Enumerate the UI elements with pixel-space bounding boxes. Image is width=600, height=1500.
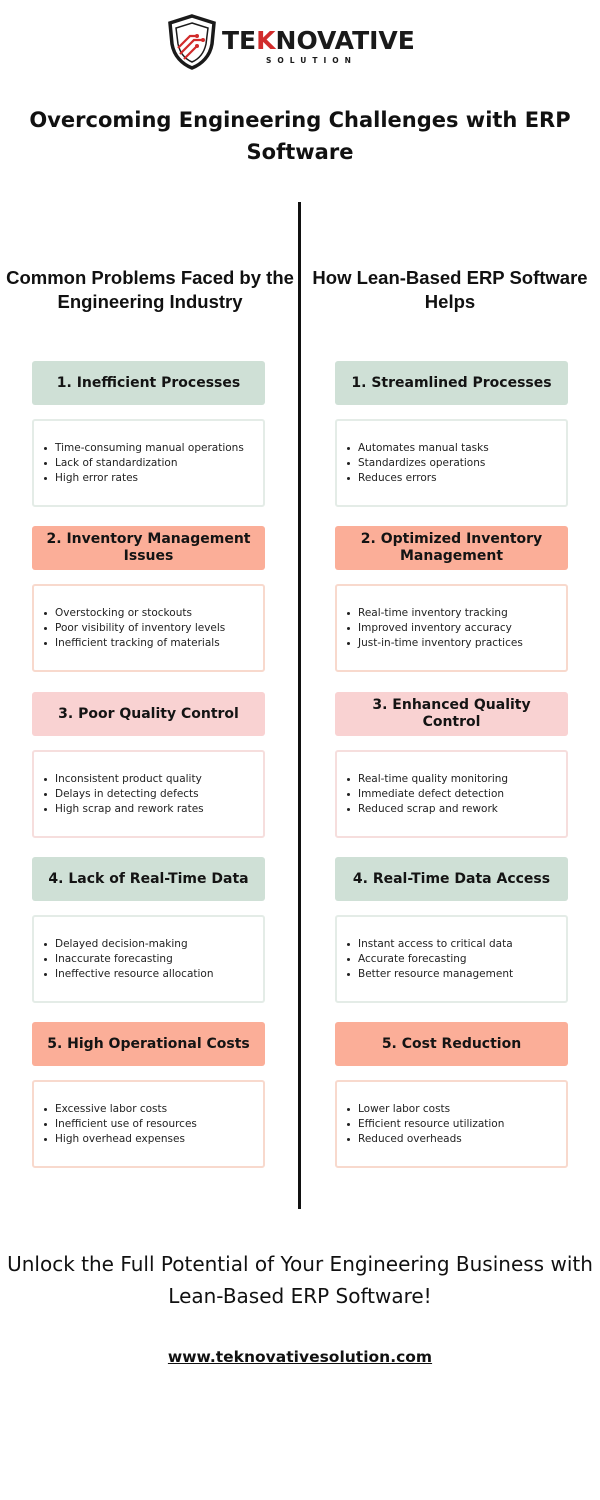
list-item-text: Lack of standardization: [55, 457, 178, 469]
bullet-icon: [347, 943, 350, 946]
list-item: [44, 471, 244, 486]
list-item-text: Reduces errors: [358, 472, 437, 484]
solution-title-4: 4. Real-Time Data Access: [335, 857, 568, 901]
bullet-icon: [347, 808, 350, 811]
problem-details-3: [32, 750, 265, 838]
list-item-text: Instant access to critical data: [358, 938, 513, 950]
solution-title-5: 5. Cost Reduction: [335, 1022, 568, 1066]
problem-title-5: 5. High Operational Costs: [32, 1022, 265, 1066]
bullet-icon: [44, 943, 47, 946]
bullet-icon: [44, 1108, 47, 1111]
list-item-text: Automates manual tasks: [358, 442, 489, 454]
bullet-icon: [347, 447, 350, 450]
list-item-text: Just-in-time inventory practices: [358, 637, 523, 649]
bullet-list: [44, 606, 225, 651]
solutions-heading: How Lean-Based ERP Software Helps: [312, 267, 588, 312]
list-item-text: Inefficient use of resources: [55, 1118, 197, 1130]
brand-tagline: SOLUTION: [266, 56, 357, 65]
list-item: [347, 1102, 504, 1117]
list-item: [44, 952, 214, 967]
solution-details-1: [335, 419, 568, 507]
list-item: [44, 621, 225, 636]
problem-title-2: 2. Inventory Management Issues: [32, 526, 265, 570]
list-item: [44, 441, 244, 456]
list-item-text: Inefficient tracking of materials: [55, 637, 220, 649]
list-item-text: Immediate defect detection: [358, 788, 505, 800]
list-item: [347, 937, 513, 952]
bullet-icon: [347, 973, 350, 976]
solution-title-2: 2. Optimized Inventory Management: [335, 526, 568, 570]
bullet-list: [44, 937, 214, 982]
list-item-text: Better resource management: [358, 968, 514, 980]
bullet-list: [44, 772, 204, 817]
bullet-icon: [347, 1123, 350, 1126]
list-item: [44, 772, 204, 787]
list-item: [44, 456, 244, 471]
list-item: [347, 1117, 504, 1132]
bullet-icon: [44, 973, 47, 976]
list-item-text: Efficient resource utilization: [358, 1118, 505, 1130]
solution-details-5: [335, 1080, 568, 1168]
list-item: [44, 606, 225, 621]
bullet-icon: [347, 1138, 350, 1141]
bullet-icon: [347, 793, 350, 796]
solution-details-2: [335, 584, 568, 672]
list-item: [347, 967, 513, 982]
list-item: [44, 937, 214, 952]
bullet-icon: [347, 627, 350, 630]
list-item-text: Delayed decision-making: [55, 938, 188, 950]
list-item-text: Inconsistent product quality: [55, 773, 202, 785]
bullet-list: [347, 606, 523, 651]
list-item: [347, 456, 489, 471]
solution-details-4: [335, 915, 568, 1003]
list-item: [44, 1132, 197, 1147]
bullet-icon: [347, 1108, 350, 1111]
brand-name: TEKNOVATIVE: [222, 26, 415, 55]
list-item: [44, 802, 204, 817]
list-item: [347, 606, 523, 621]
list-item-text: Excessive labor costs: [55, 1103, 168, 1115]
list-item: [347, 772, 508, 787]
solution-details-3: [335, 750, 568, 838]
list-item-text: Delays in detecting defects: [55, 788, 199, 800]
list-item: [44, 1102, 197, 1117]
problem-title-4: 4. Lack of Real-Time Data: [32, 857, 265, 901]
list-item-text: Time-consuming manual operations: [55, 442, 244, 454]
list-item-text: Reduced scrap and rework: [358, 803, 498, 815]
problem-details-2: [32, 584, 265, 672]
problem-details-1: [32, 419, 265, 507]
list-item: [347, 787, 508, 802]
bullet-icon: [44, 642, 47, 645]
bullet-icon: [347, 462, 350, 465]
list-item: [347, 471, 489, 486]
center-divider: [298, 202, 301, 1209]
problems-heading: Common Problems Faced by the Engineering Industry: [6, 267, 294, 312]
bullet-icon: [347, 778, 350, 781]
bullet-list: [347, 441, 489, 486]
brand-logo: [166, 14, 436, 72]
list-item: [44, 967, 214, 982]
bullet-list: [44, 1102, 197, 1147]
solution-title-1: 1. Streamlined Processes: [335, 361, 568, 405]
problem-title-3: 3. Poor Quality Control: [32, 692, 265, 736]
list-item: [347, 621, 523, 636]
bullet-icon: [347, 477, 350, 480]
bullet-icon: [347, 958, 350, 961]
list-item-text: High scrap and rework rates: [55, 803, 204, 815]
list-item-text: Ineffective resource allocation: [55, 968, 214, 980]
bullet-icon: [44, 793, 47, 796]
bullet-list: [347, 772, 508, 817]
problem-title-1: 1. Inefficient Processes: [32, 361, 265, 405]
list-item-text: Real-time quality monitoring: [358, 773, 509, 785]
shield-circuit-icon: [166, 14, 218, 70]
bullet-icon: [347, 612, 350, 615]
list-item: [44, 787, 204, 802]
problem-details-5: [32, 1080, 265, 1168]
bullet-icon: [44, 462, 47, 465]
page-title: Overcoming Engineering Challenges with ERP Software: [29, 108, 571, 164]
solution-title-3: 3. Enhanced Quality Control: [335, 692, 568, 736]
list-item: [347, 636, 523, 651]
bullet-icon: [44, 1123, 47, 1126]
bullet-list: [347, 1102, 504, 1147]
bullet-icon: [347, 642, 350, 645]
list-item: [44, 1117, 197, 1132]
list-item-text: Accurate forecasting: [358, 953, 467, 965]
bullet-icon: [44, 477, 47, 480]
list-item-text: Overstocking or stockouts: [55, 607, 192, 619]
bullet-list: [347, 937, 513, 982]
website-link[interactable]: www.teknovativesolution.com: [167, 1348, 433, 1366]
list-item: [347, 802, 508, 817]
list-item-text: Reduced overheads: [358, 1133, 462, 1145]
bullet-icon: [44, 778, 47, 781]
list-item: [347, 1132, 504, 1147]
list-item-text: High error rates: [55, 472, 139, 484]
bullet-icon: [44, 808, 47, 811]
list-item-text: Lower labor costs: [358, 1103, 451, 1115]
list-item: [347, 441, 489, 456]
bullet-list: [44, 441, 244, 486]
list-item-text: Poor visibility of inventory levels: [55, 622, 226, 634]
footer-tagline: Unlock the Full Potential of Your Engineering Business with Lean-Based ERP Software!: [7, 1252, 593, 1308]
bullet-icon: [44, 627, 47, 630]
list-item: [347, 952, 513, 967]
list-item-text: Inaccurate forecasting: [55, 953, 173, 965]
list-item: [44, 636, 225, 651]
list-item-text: Standardizes operations: [358, 457, 486, 469]
bullet-icon: [44, 958, 47, 961]
bullet-icon: [44, 612, 47, 615]
bullet-icon: [44, 447, 47, 450]
problem-details-4: [32, 915, 265, 1003]
list-item-text: High overhead expenses: [55, 1133, 185, 1145]
bullet-icon: [44, 1138, 47, 1141]
list-item-text: Real-time inventory tracking: [358, 607, 508, 619]
list-item-text: Improved inventory accuracy: [358, 622, 512, 634]
